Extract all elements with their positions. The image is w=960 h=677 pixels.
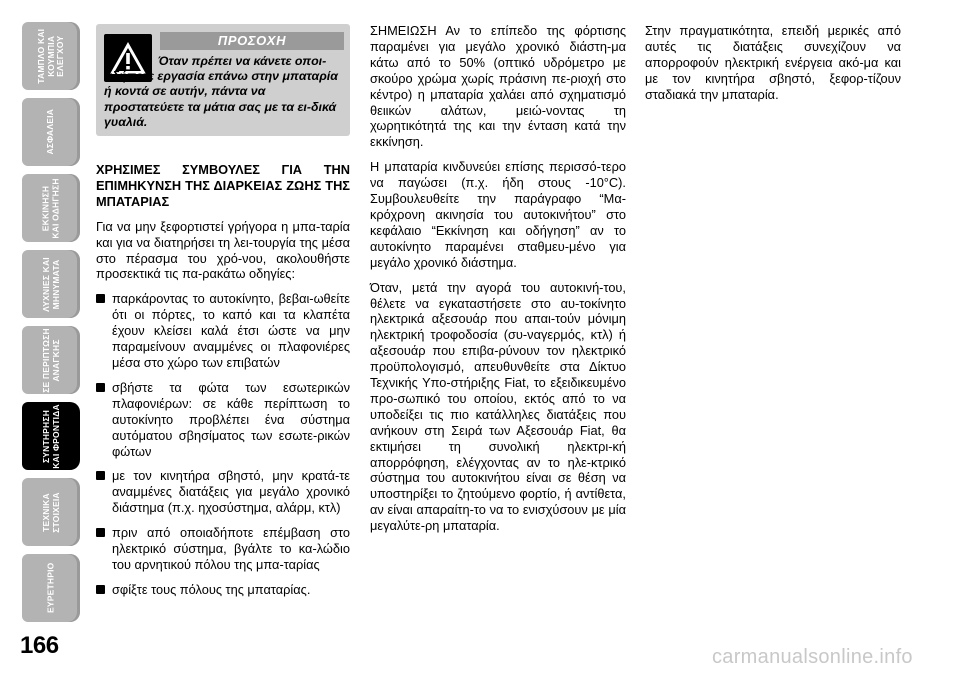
tab-starting-driving[interactable] [22, 174, 80, 242]
list-item [96, 291, 350, 371]
tab-label: ΤΑΜΠΛΟ ΚΑΙ ΚΟΥΜΠΙΑ ΕΛΕΓΧΟΥ [35, 28, 65, 84]
tab-label: ΕΚΚΙΝΗΣΗ ΚΑΙ ΟΔΗΓΗΣΗ [40, 177, 61, 239]
warning-box [96, 24, 350, 136]
warning-header: ΠΡΟΣΟΧΗ [160, 32, 344, 50]
bullet-square-icon [96, 528, 105, 537]
note-paragraph: ΣΗΜΕΙΩΣΗ Αν το επίπεδο της φόρτισης παραμένει για μεγάλο χρονικό διάστη-μα κάτω από το 50% (οπτικό υδρόμετρο με σκούρο χρώμα χωρίς πράσινη πε-ριοχή στο κέντρο) η μπαταρία χαλάει από σχηματισμό θειικών αλάτων, μειώ-νοντας τη χωρητικότητά της και την ένταση κατά την εκκίνηση. [370, 23, 626, 150]
page-number: 166 [20, 632, 59, 659]
list-item-text: σφίξτε τους πόλους της μπαταρίας. [112, 581, 311, 597]
tab-index[interactable] [22, 554, 80, 622]
tab-label: ΛΥΧΝΙΕΣ ΚΑΙ ΜΗΝΥΜΑΤΑ [40, 256, 60, 312]
tab-label: ΣΥΝΤΗΡΗΣΗ ΚΑΙ ΦΡΟΝΤΙΔΑ [40, 403, 61, 469]
tab-emergency[interactable] [22, 326, 80, 394]
tab-label: ΤΕΧΝΙΚΑ ΣΤΟΙΧΕΙΑ [40, 491, 60, 533]
list-item-text: με τον κινητήρα σβηστό, μην κρατά-τε αναμμένες διατάξεις για μεγάλο χρονικό διάστημα (π.χ. ηχοσύστημα, αλάρμ, κτλ) [112, 468, 350, 516]
bullet-square-icon [96, 585, 105, 594]
watermark: carmanualsonline.info [712, 646, 913, 668]
list-item-text: πριν από οποιαδήποτε επέμβαση στο ηλεκτρικό σύστημα, βγάλτε το κα-λώδιο του αρνητικού πόλου της μπα-ταρίας [112, 525, 350, 572]
tips-list [96, 291, 350, 597]
tab-safety[interactable] [22, 98, 80, 166]
list-item [96, 468, 350, 516]
list-item-text: σβήστε τα φώτα των εσωτερικών πλαφονιέρων: σε κάθε περίπτωση το αυτοκίνητο προβλέπει ένα σύστημα αυτόματου σβησίματος των εσωτε-ρικών φώτων [112, 379, 350, 459]
bullet-square-icon [96, 294, 105, 303]
warning-text: Όταν πρέπει να κάνετε οποι-αδήποτε εργασία επάνω στην μπαταρία ή κοντά σε αυτήν, πάντα να προστατεύετε τα μάτια σας με τα ει-δικά γυαλιά. [104, 54, 338, 129]
list-item-text: παρκάροντας το αυτοκίνητο, βεβαι-ωθείτε ότι οι πόρτες, το καπό και τα κλαπέτα έχουν κλείσει καλά έτσι ώστε να μην παραμείνουν αναμμένες οι πλαφονιέρες μέσα στο χώρο των επιβατών [112, 291, 350, 370]
tab-label: ΑΣΦΑΛΕΙΑ [45, 109, 56, 155]
tab-technical-data[interactable] [22, 478, 80, 546]
intro-paragraph: Για να μην ξεφορτιστεί γρήγορα η μπα-ταρία και για να διατηρήσει τη λει-τουργία της μέσα στο πέρασμα του χρό-νου, ακολουθήστε προσεκτικά τις πα-ρακάτω οδηγίες: [96, 218, 350, 282]
list-item [96, 380, 350, 460]
tab-label: ΕΥΡΕΤΗΡΙΟ [45, 562, 56, 614]
list-item [96, 582, 350, 598]
column-1 [96, 162, 350, 607]
tab-dashboard-controls[interactable] [22, 22, 80, 90]
bullet-square-icon [96, 383, 105, 392]
paragraph: Όταν, μετά την αγορά του αυτοκινή-του, θέλετε να εγκαταστήσετε στο αυ-τοκίνητο ηλεκτρικά αξεσουάρ που απαι-τούν μόνιμη ηλεκτρική τροφοδοσία (συ-ναγερμός, κτλ) ή αξεσουάρ που επιβα-ρύνουν τον ηλεκτρικό προϋπολογισμό, απευθυνθείτε στα Δίκτυο Τεχνικής Υπο-στήριξης Fiat, το εξειδικευμένο προ-σωπικό του οποίου, εκτός από το να υποδείξει τις πιο κατάλληλες διατάξεις που ανήκουν στη Σειρά των Αξεσουάρ Fiat, θα εκτιμήσει τη συνολική ηλεκτρι-κή απορρόφηση, ελέγχοντας αν το ηλε-κτρικό σύστημα του αυτοκινήτου είναι σε θέση να υποστηρίξει το ζητούμενο φορτίο, ή αντίθετα, αν είναι απαραίτη-το να το ενισχύσουν με μία μεγαλύτε-ρη μπαταρία. [370, 279, 626, 534]
column-2 [370, 23, 626, 543]
list-item [96, 525, 350, 573]
section-heading: ΧΡΗΣΙΜΕΣ ΣΥΜΒΟΥΛΕΣ ΓΙΑ ΤΗΝ ΕΠΙΜΗΚΥΝΣΗ ΤΗΣ ΔΙΑΡΚΕΙΑΣ ΖΩΗΣ ΤΗΣ ΜΠΑΤΑΡΙΑΣ [96, 162, 350, 209]
tab-label: ΣΕ ΠΕΡΙΠΤΩΣΗ ΑΝΑΓΚΗΣ [40, 327, 61, 393]
tab-maintenance-care[interactable] [22, 402, 80, 470]
paragraph: Η μπαταρία κινδυνεύει επίσης περισσό-τερο να παγώσει (π.χ. ήδη στους -10°C). Συμβουλευθείτε την παράγραφο “Μα-κρόχρονη ακινησία του αυτοκινήτου” στο κεφάλαιο “Εκκίνηση και οδήγηση” αν το αυτοκίνητο παραμένει σταθμευ-μένο για μεγάλο χρονικό διάστημα. [370, 159, 626, 270]
paragraph: Στην πραγματικότητα, επειδή μερικές από αυτές τις διατάξεις συνεχίζουν να απορροφούν ηλεκτρική ενέργεια ακό-μα και με τον κινητήρα σβηστό, ξεφορ-τίζουν σταδιακά την μπαταρία. [645, 23, 901, 102]
bullet-square-icon [96, 471, 105, 480]
column-3 [645, 23, 901, 112]
tab-lights-messages[interactable] [22, 250, 80, 318]
